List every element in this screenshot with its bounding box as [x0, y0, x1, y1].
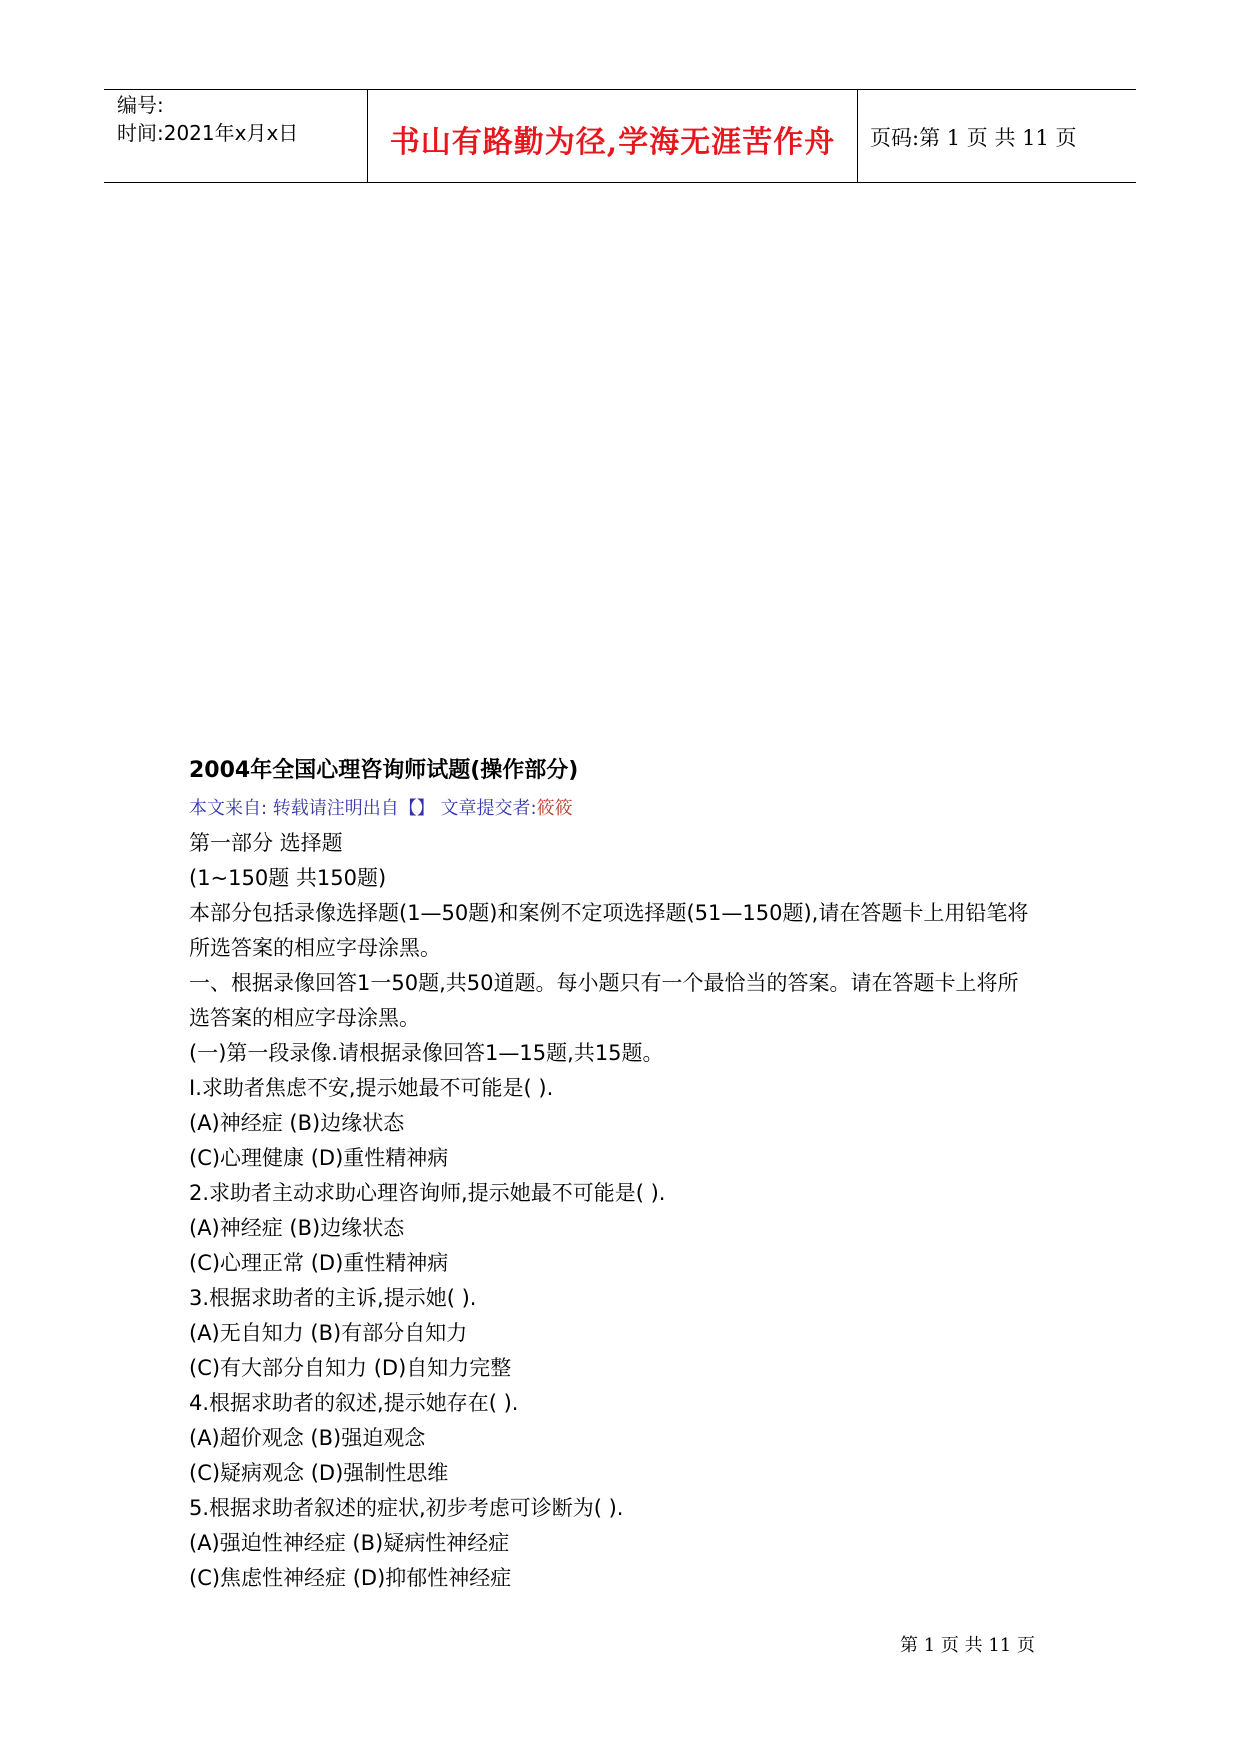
- text-line: (1~150题 共150题): [189, 866, 387, 890]
- header-right-cell: [858, 90, 1136, 182]
- text-line: (A)神经症 (B)边缘状态: [189, 1216, 405, 1240]
- text-line: 3.根据求助者的主诉,提示她( ).: [189, 1286, 477, 1310]
- motto: 书山有路勤为径,学海无涯苦作舟: [389, 125, 836, 160]
- text-line: I.求助者焦虑不安,提示她最不可能是( ).: [189, 1076, 554, 1100]
- text-line: (C)心理健康 (D)重性精神病: [189, 1146, 449, 1170]
- text-line: (A)无自知力 (B)有部分自知力: [189, 1321, 468, 1345]
- text-line: 5.根据求助者叙述的症状,初步考虑可诊断为( ).: [189, 1496, 624, 1520]
- text-line: (A)强迫性神经症 (B)疑病性神经症: [189, 1531, 510, 1555]
- text-line: (C)有大部分自知力 (D)自知力完整: [189, 1356, 512, 1380]
- header-left-cell: [104, 90, 368, 182]
- text-line: (C)疑病观念 (D)强制性思维: [189, 1461, 449, 1485]
- source-line: [189, 792, 1069, 826]
- text-line: 所选答案的相应字母涂黑。: [189, 936, 441, 960]
- page-footer: 第 1 页 共 11 页: [900, 1635, 1035, 1656]
- text-line: 本部分包括录像选择题(1—50题)和案例不定项选择题(51—150题),请在答题卡上用铅笔将: [189, 901, 1029, 925]
- header-table: [104, 89, 1136, 183]
- number-label: 编号:: [117, 93, 164, 117]
- text-line: (A)神经症 (B)边缘状态: [189, 1111, 405, 1135]
- text-line: (C)焦虑性神经症 (D)抑郁性神经症: [189, 1566, 512, 1590]
- document-title: 2004年全国心理咨询师试题(操作部分): [189, 758, 579, 783]
- text-line: (C)心理正常 (D)重性精神病: [189, 1251, 449, 1275]
- text-line: 一、根据录像回答1一50题,共50道题。每小题只有一个最恰当的答案。请在答题卡上将所: [189, 971, 1019, 995]
- source-prefix: 本文来自: 转载请注明出自【】 文章提交者:: [189, 798, 537, 819]
- source-author: 筱筱: [536, 798, 573, 819]
- time-label: 时间:2021年x月x日: [117, 121, 299, 145]
- text-line: (一)第一段录像.请根据录像回答1—15题,共15题。: [189, 1041, 664, 1065]
- text-line: 2.求助者主动求助心理咨询师,提示她最不可能是( ).: [189, 1181, 666, 1205]
- page-info: 页码:第 1 页 共 11 页: [870, 126, 1077, 150]
- text-line: 选答案的相应字母涂黑。: [189, 1006, 420, 1030]
- text-line: (A)超价观念 (B)强迫观念: [189, 1426, 426, 1450]
- text-line: 4.根据求助者的叙述,提示她存在( ).: [189, 1391, 519, 1415]
- document-body: [189, 750, 1069, 1596]
- text-line: 第一部分 选择题: [189, 831, 343, 855]
- header-mid-cell: [368, 90, 858, 182]
- question-lines: [189, 826, 1069, 1596]
